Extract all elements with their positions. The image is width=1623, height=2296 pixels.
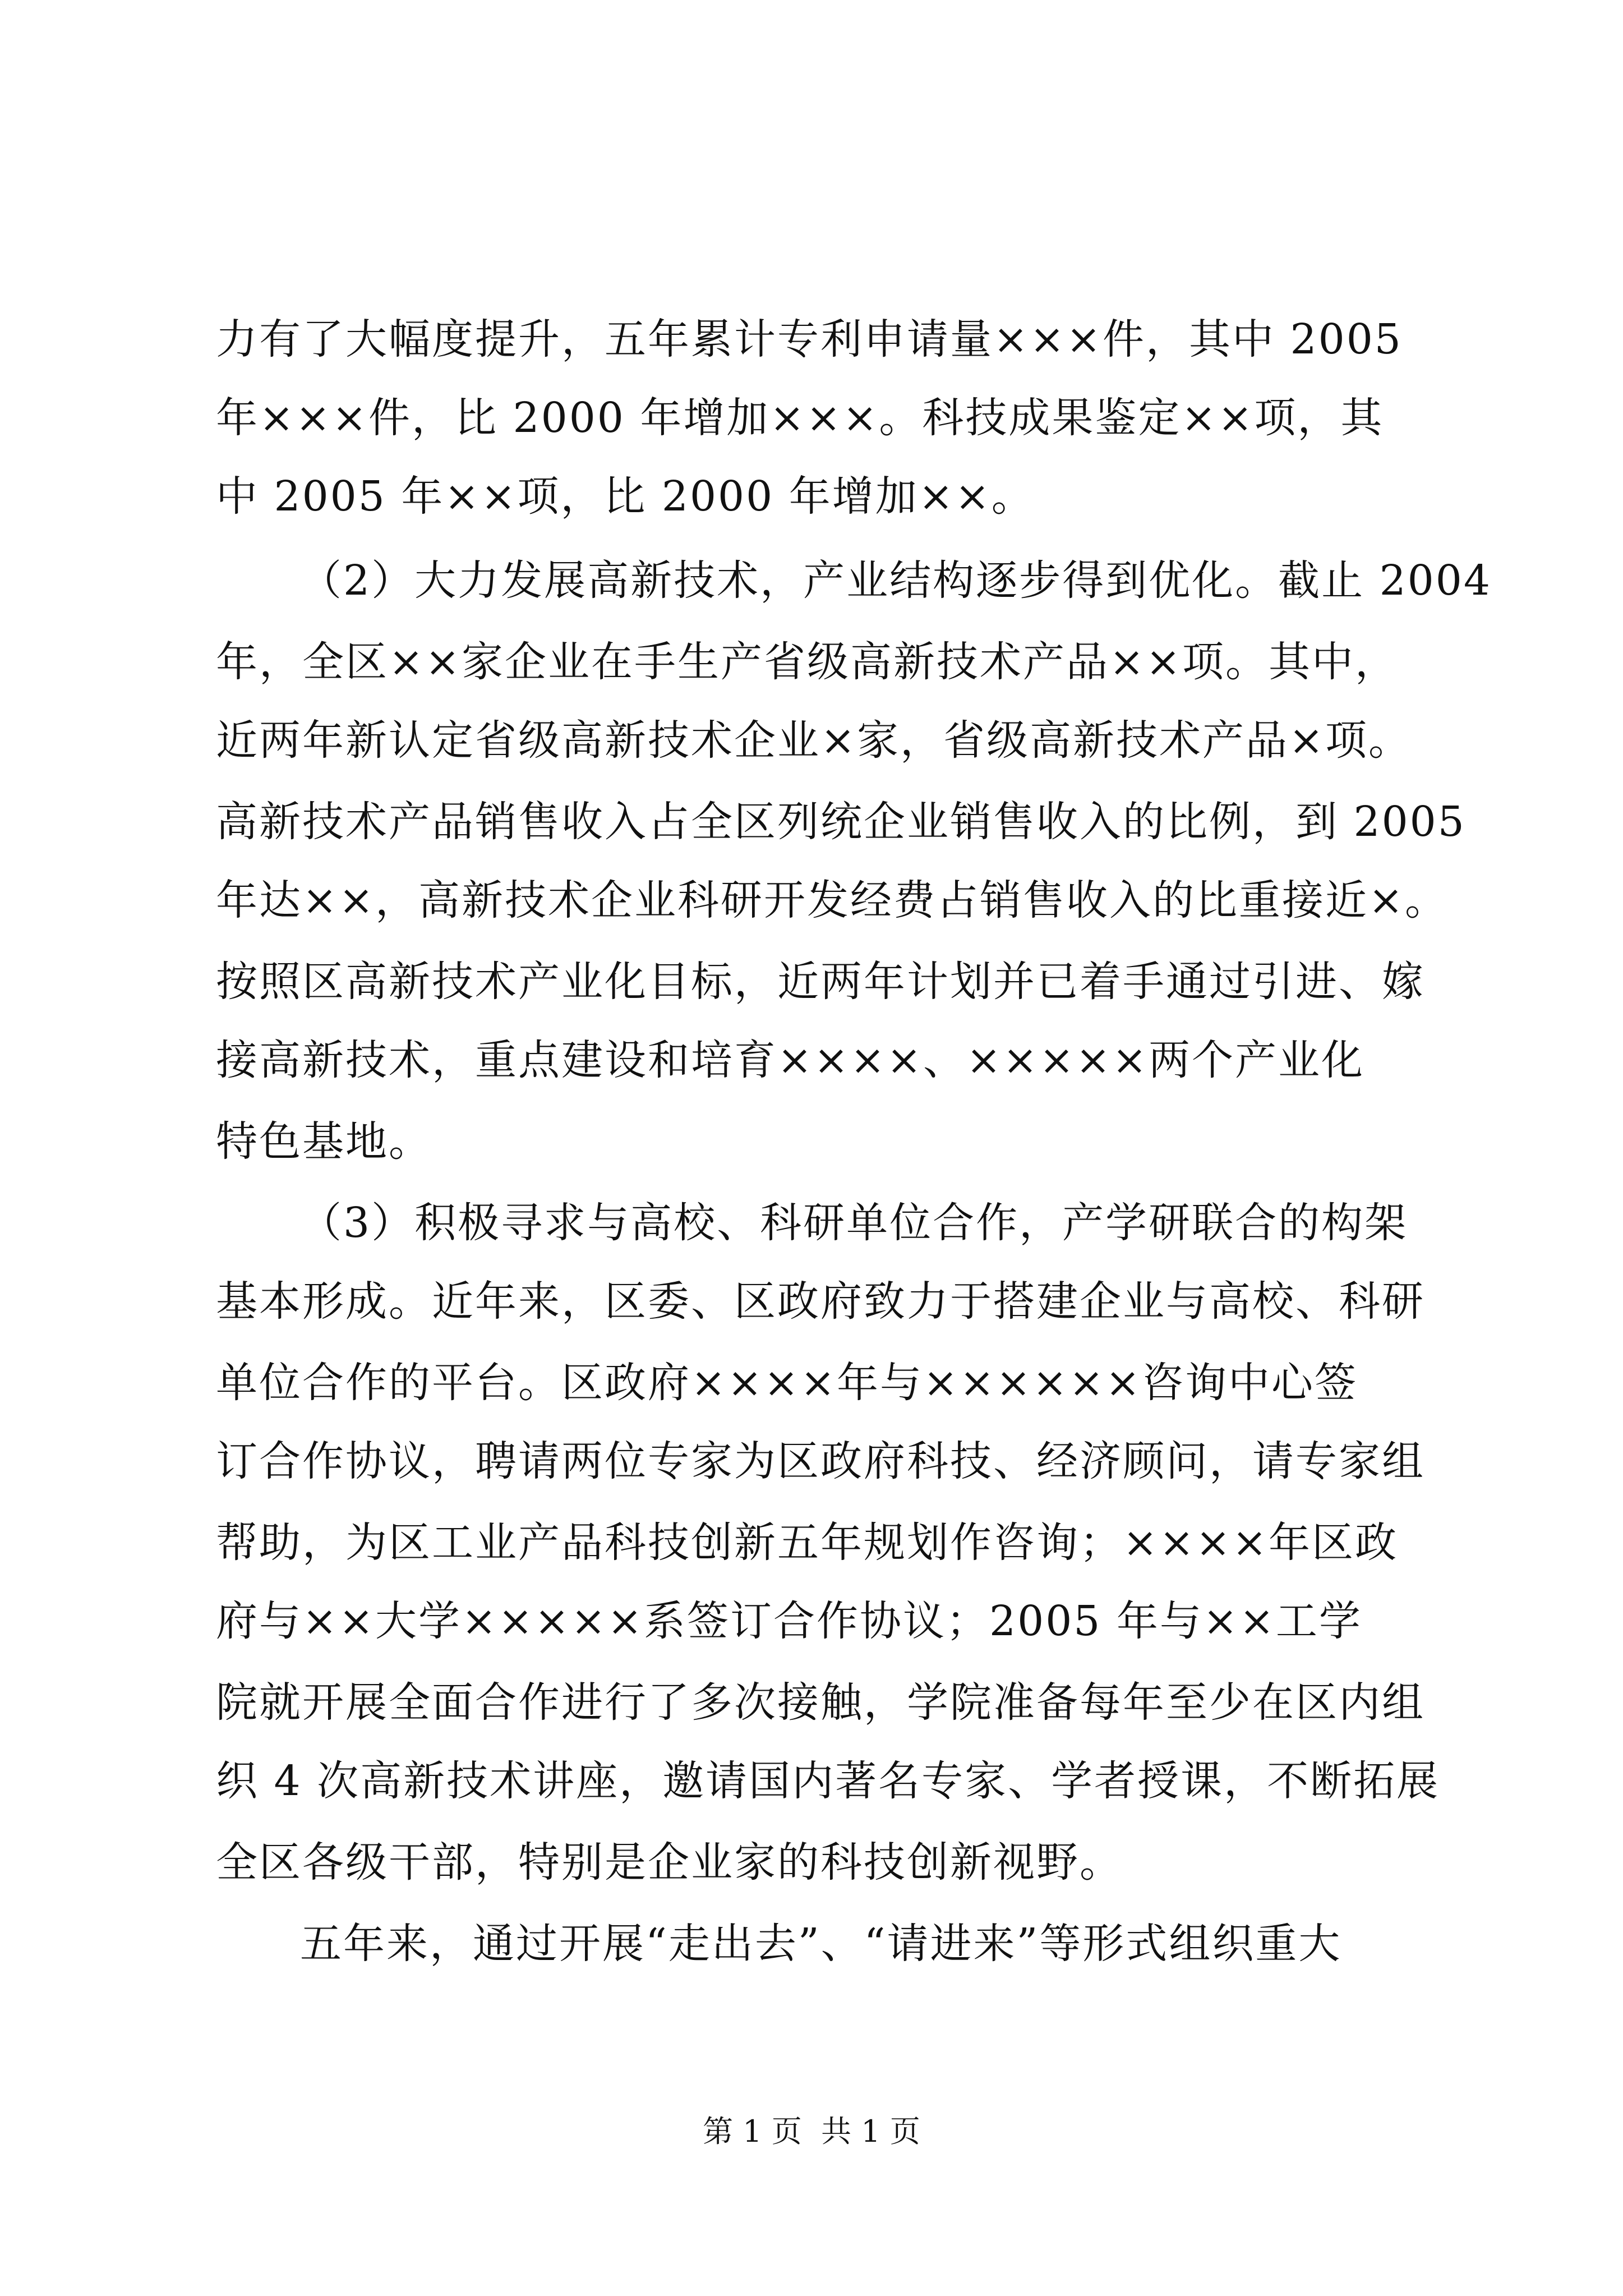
text-line: 年达××，高新技术企业科研开发经费占销售收入的比重接近×。 xyxy=(216,876,1449,924)
text-line: 全区各级干部，特别是企业家的科技创新视野。 xyxy=(216,1838,1123,1887)
text-line: 帮助，为区工业产品科技创新五年规划作咨询；××××年区政 xyxy=(216,1519,1399,1567)
text-line: 中 2005 年××项，比 2000 年增加××。 xyxy=(216,472,1035,521)
text-line: 织 4 次高新技术讲座，邀请国内著名专家、学者授课，不断拓展 xyxy=(216,1757,1440,1805)
page-footer: 第 1 页 共 1 页 xyxy=(703,2114,920,2149)
text-line: 特色基地。 xyxy=(216,1117,432,1166)
paragraph-2-first-line: （2）大力发展高新技术，产业结构逐步得到优化。截止 2004 xyxy=(300,556,1492,605)
text-line: 近两年新认定省级高新技术企业×家，省级高新技术产品×项。 xyxy=(216,716,1412,765)
text-line: 年×××件，比 2000 年增加×××。科技成果鉴定××项，其 xyxy=(216,394,1384,442)
text-line: 按照区高新技术产业化目标，近两年计划并已着手通过引进、嫁 xyxy=(216,958,1425,1006)
text-line: 府与××大学×××××系签订合作协议；2005 年与××工学 xyxy=(216,1597,1362,1645)
text-line: 力有了大幅度提升，五年累计专利申请量×××件，其中 2005 xyxy=(216,315,1403,364)
text-line: 年，全区××家企业在手生产省级高新技术产品××项。其中， xyxy=(216,638,1399,686)
text-line: 高新技术产品销售收入占全区列统企业销售收入的比例，到 2005 xyxy=(216,798,1466,846)
text-line: 单位合作的平台。区政府××××年与××××××咨询中心签 xyxy=(216,1359,1358,1407)
text-line: 院就开展全面合作进行了多次接触，学院准备每年至少在区内组 xyxy=(216,1678,1425,1727)
paragraph-4-first-line: 五年来，通过开展“走出去”、“请进来”等形式组织重大 xyxy=(300,1920,1342,1968)
text-line: 订合作协议，聘请两位专家为区政府科技、经济顾问，请专家组 xyxy=(216,1437,1425,1485)
paragraph-3-first-line: （3）积极寻求与高校、科研单位合作，产学研联合的构架 xyxy=(300,1199,1408,1247)
text-line: 基本形成。近年来，区委、区政府致力于搭建企业与高校、科研 xyxy=(216,1277,1425,1326)
text-line: 接高新技术，重点建设和培育××××、×××××两个产业化 xyxy=(216,1036,1365,1084)
